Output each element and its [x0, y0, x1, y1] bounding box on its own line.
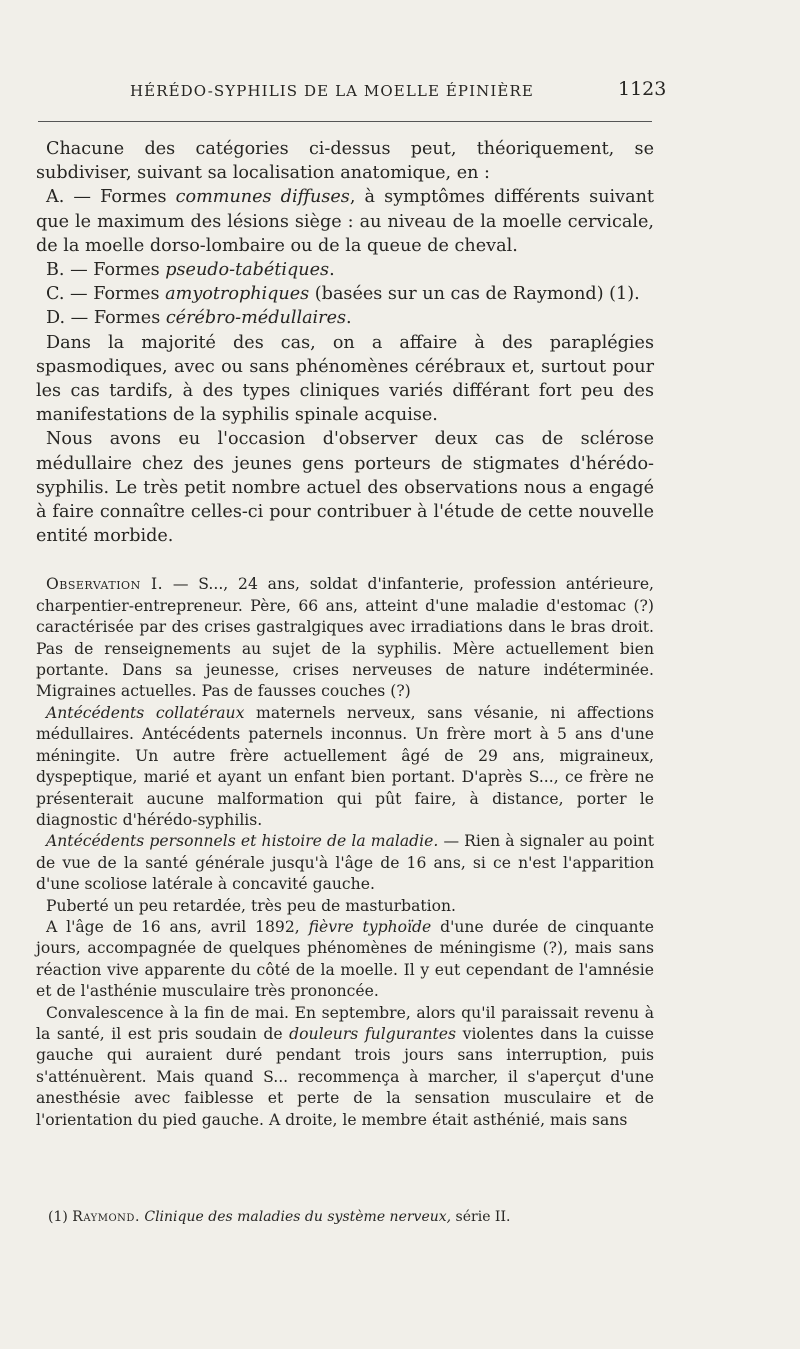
form-c [36, 282, 654, 306]
collateral-text: maternels nerveux, sans vésanie, ni affections médullaires. Antécédents paternels inconnus. Un frère mort à 5 ans d'une méningite. Un autre frère actuellement âgé de 29 ans, migraineux, dyspeptique, marié et ayant un enfant bien portant. D'après S..., ce frère ne présenterait aucune malformation qui pût faire, à distance, porter le diagnostic d'hérédo-syphilis. [36, 703, 655, 829]
form-a [36, 185, 654, 258]
form-c-prefix: C. — Formes [46, 284, 166, 305]
majority-paragraph: Dans la majorité des cas, on a affaire à des paraplégies spasmodiques, avec ou sans phénomènes cérébraux et, surtout pour les cas tardifs, à des types cliniques variés différant fort peu des manifestations de la syphilis spinale acquise. [36, 332, 654, 426]
personal-paragraph [36, 831, 654, 895]
footnote-author: Raymond. [72, 1209, 140, 1225]
personal-label: Antécédents personnels et histoire de la maladie. [46, 832, 439, 851]
personal-text: — Rien à signaler au point de vue de la santé générale jusqu'à l'âge de 16 ans, si ce n'est l'apparition d'une scoliose latérale à concavité gauche. [36, 832, 654, 894]
cases-paragraph: Nous avons eu l'occasion d'observer deux cas de sclérose médullaire chez des jeunes gens porteurs de stigmates d'hérédo-syphilis. Le très petit nombre actuel des observations nous a engagé à faire connaître celles-ci pour contribuer à l'étude de cette nouvelle entité morbide. [36, 429, 654, 547]
form-a-prefix: A. — Formes [46, 187, 176, 208]
form-c-name: amyotrophiques [165, 284, 310, 305]
form-a-text: , à symptômes différents suivant que le maximum des lésions siège : au niveau de la moelle cervicale, de la moelle dorso-lombaire ou de la queue de cheval. [36, 187, 654, 256]
fever-paragraph [36, 917, 654, 1003]
form-d [36, 306, 654, 330]
form-c-text: (basées sur un cas de Raymond) (1). [309, 284, 640, 305]
convalescence-label: douleurs fulgurantes [289, 1024, 457, 1043]
footnote [48, 1207, 648, 1227]
form-d-text: . [346, 308, 352, 329]
convalescence-text-before: Convalescence à la fin de mai. En septembre, alors qu'il paraissait revenu à la santé, il est pris soudain de [36, 1003, 654, 1043]
fever-text-after: d'une durée de cinquante jours, accompagnée de quelques phénomènes de méningisme (?), mais sans réaction vive apparente du côté de la moelle. Il y eut cependant de l'amnésie et de l'asthénie musculaire très prononcée. [36, 917, 655, 1001]
footnote-title: Clinique des maladies du système nerveux, [139, 1209, 452, 1225]
form-a-name: communes diffuses [175, 187, 350, 208]
puberty-paragraph: Puberté un peu retardée, très peu de masturbation. [46, 896, 457, 915]
form-d-prefix: D. — Formes [46, 308, 166, 329]
footnote-number: (1) [48, 1209, 73, 1225]
convalescence-paragraph [36, 1003, 654, 1131]
page-header [0, 78, 800, 108]
fever-text-before: A l'âge de 16 ans, avril 1892, [46, 917, 309, 936]
observation-text: — S..., 24 ans, soldat d'infanterie, profession antérieure, charpentier-entrepreneur. Père, 66 ans, atteint d'une maladie d'estomac (?) caractérisée par des crises gastralgiques avec irradiations dans le bras droit. Pas de renseignements au sujet de la syphilis. Mère actuellement bien portante. Dans sa jeunesse, crises nerveuses de nature indéterminée. Migraines actuelles. Pas de fausses couches (?) [36, 575, 655, 701]
form-b [36, 258, 654, 282]
page-body [36, 137, 654, 1131]
observation-paragraph [36, 574, 654, 702]
collateral-paragraph [36, 703, 654, 831]
header-rule [38, 121, 652, 122]
running-title: HÉRÉDO-SYPHILIS DE LA MOELLE ÉPINIÈRE [130, 82, 534, 100]
intro-paragraph: Chacune des catégories ci-dessus peut, théoriquement, se subdiviser, suivant sa localisation anatomique, en : [36, 139, 654, 184]
convalescence-text-after: violentes dans la cuisse gauche qui auraient duré pendant trois jours sans interruption, puis s'atténuèrent. Mais quand S... recommença à marcher, il s'aperçut d'une anesthésie avec faiblesse et perte de la sensation musculaire et de l'orientation du pied gauche. A droite, le membre était asthénié, mais sans [36, 1024, 654, 1129]
collateral-label: Antécédents collatéraux [46, 703, 245, 722]
observation-label: Observation I. [46, 575, 164, 594]
form-b-text: . [329, 260, 335, 281]
form-b-name: pseudo-tabétiques [165, 260, 330, 281]
page-number: 1123 [618, 78, 667, 100]
form-b-prefix: B. — Formes [46, 260, 166, 281]
footnote-series: série II. [451, 1209, 511, 1225]
section-gap [36, 548, 654, 574]
fever-label: fièvre typhoïde [308, 917, 432, 936]
form-d-name: cérébro-médullaires [165, 308, 347, 329]
